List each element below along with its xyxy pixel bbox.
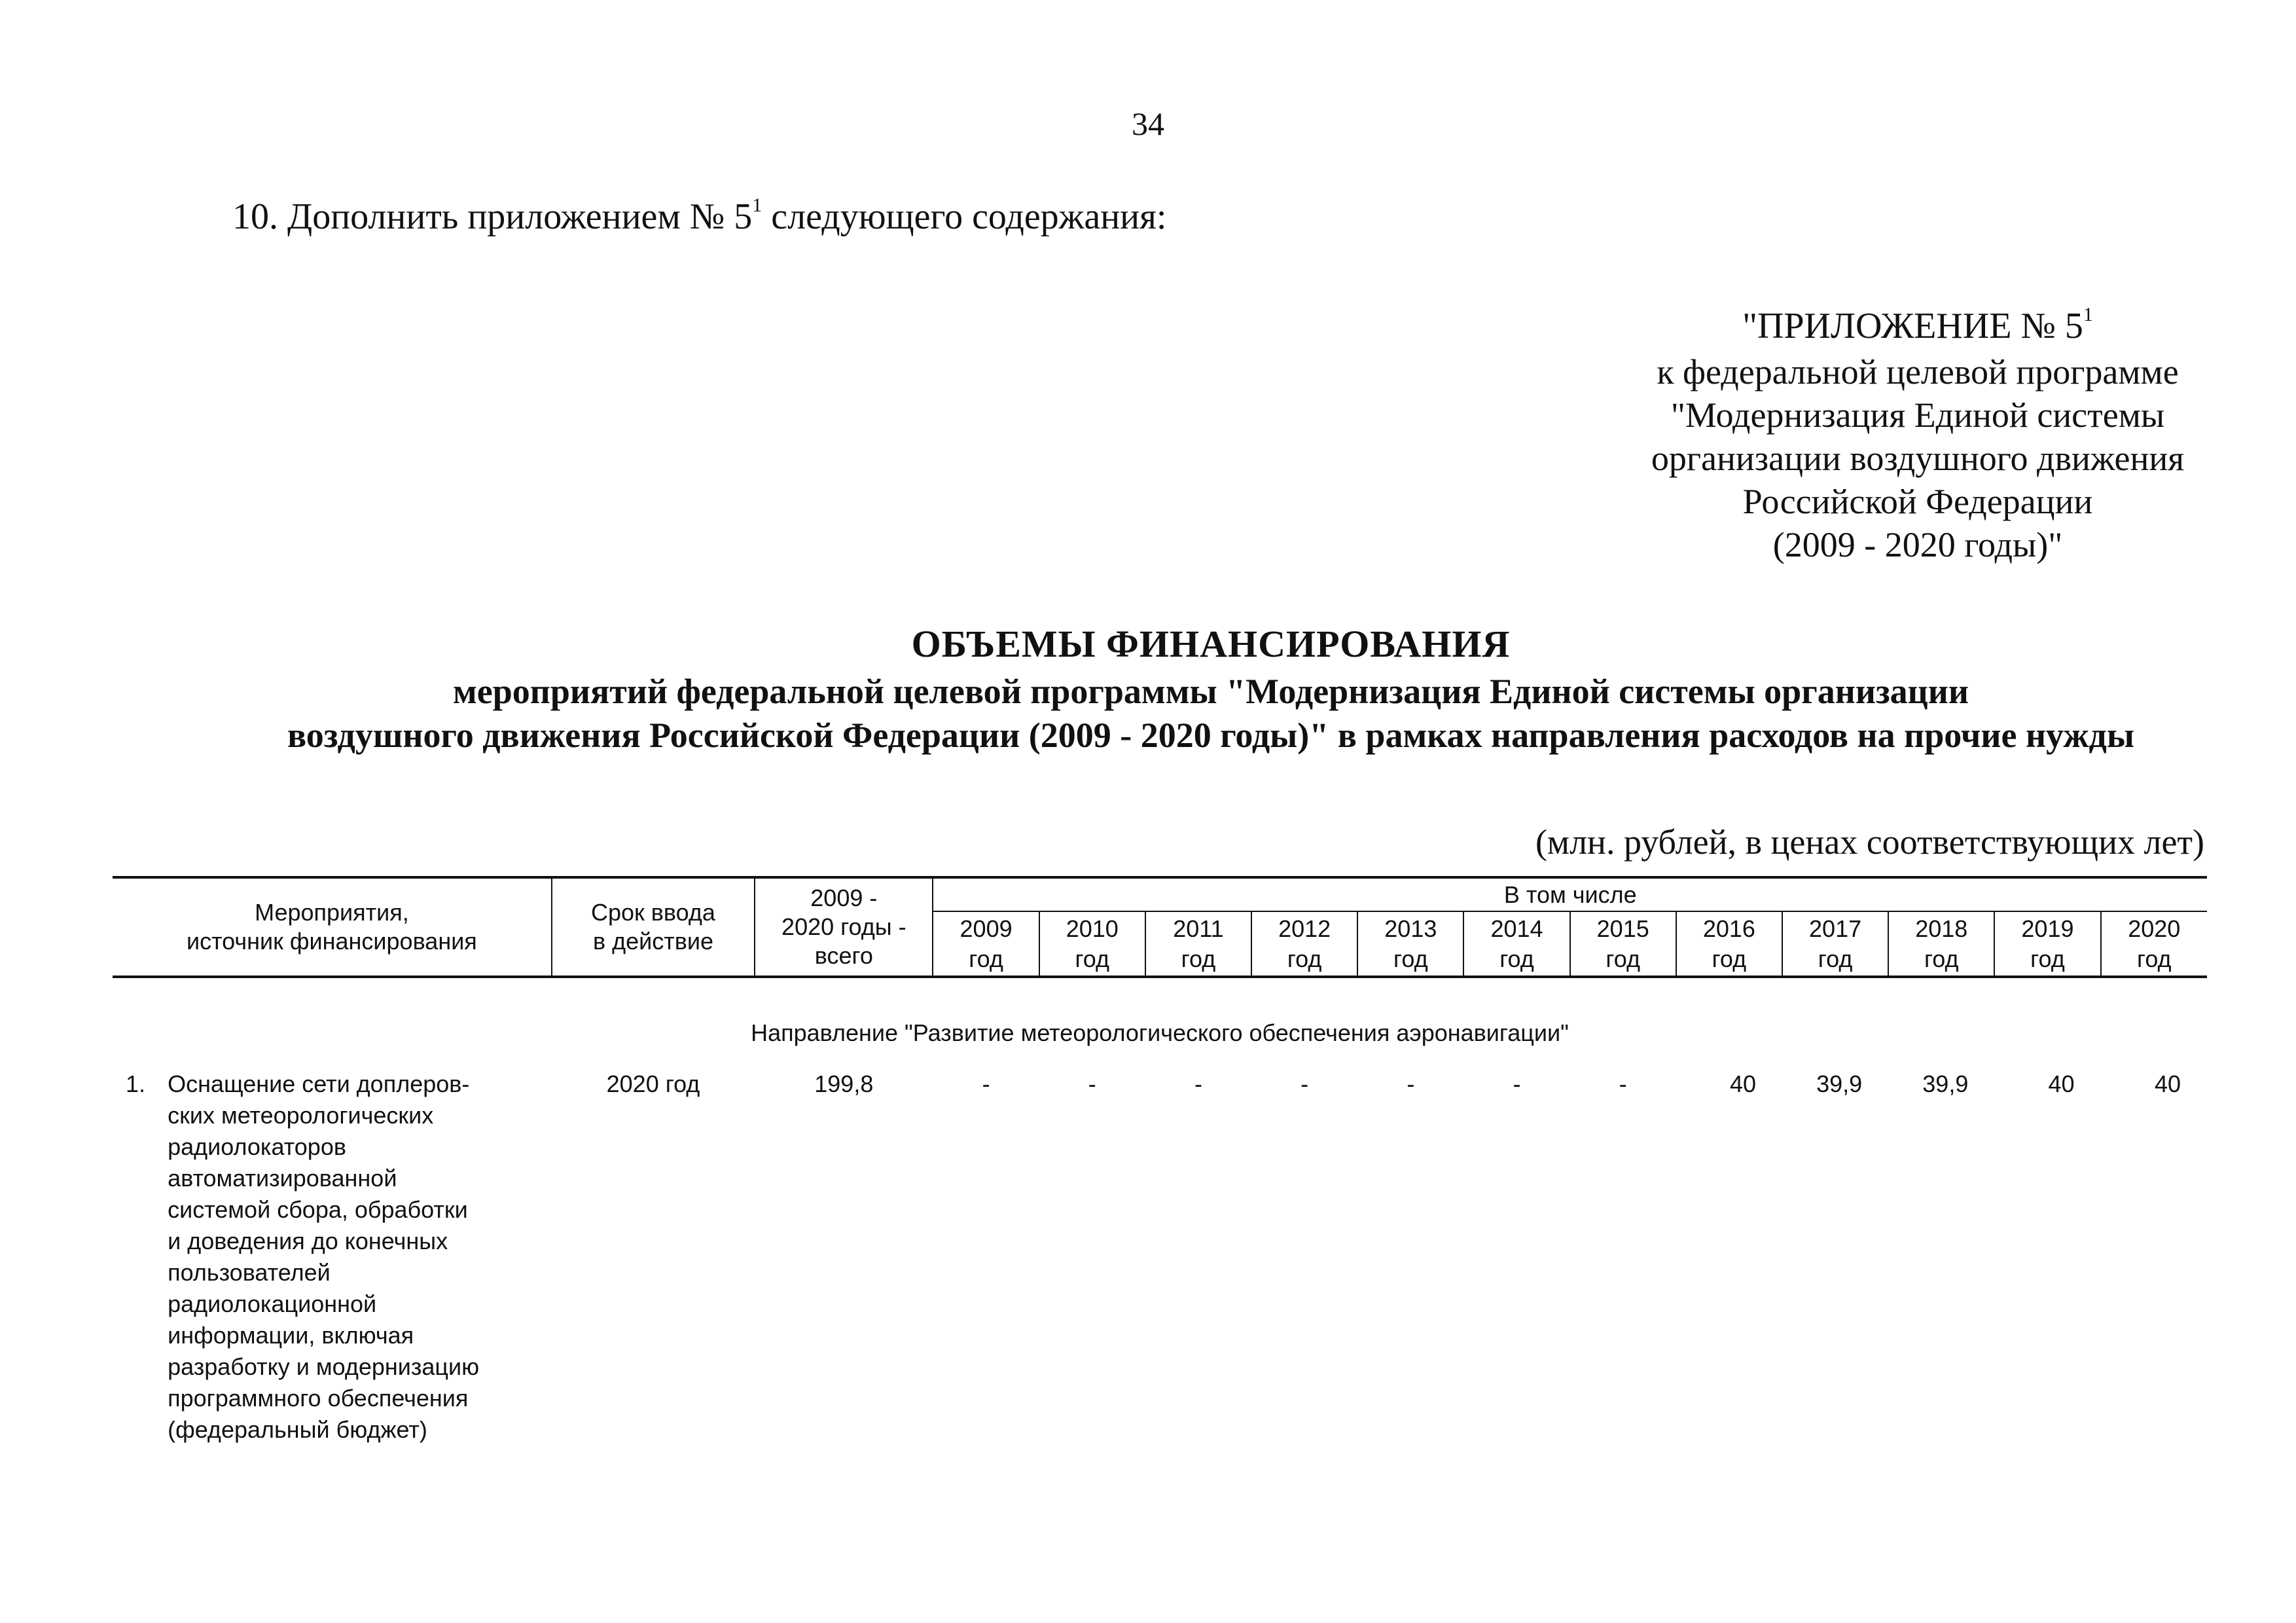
direction-label: Направление "Развитие метеорологического обеспечения аэронавигации"	[751, 1019, 1569, 1046]
value-2020: 40	[2154, 1070, 2181, 1097]
value-2011: -	[1194, 1070, 1202, 1097]
year-suffix: год	[1818, 945, 1853, 972]
year-label: 2013	[1384, 915, 1437, 942]
header-year-2014	[1463, 911, 1570, 977]
header-year-2009	[933, 911, 1039, 977]
annex-title-superscript: 1	[2083, 304, 2093, 325]
year-label: 2010	[1066, 915, 1119, 942]
annex-title	[1590, 293, 2245, 348]
year-suffix: год	[1924, 945, 1959, 972]
intro-paragraph	[232, 194, 1166, 238]
year-label: 2018	[1915, 915, 1968, 942]
value-2018: 39,9	[1922, 1070, 1969, 1097]
value-2012: -	[1300, 1070, 1309, 1097]
header-events-line-2: источник финансирования	[186, 928, 477, 955]
header-deadline	[552, 877, 755, 977]
header-year-2013	[1357, 911, 1463, 977]
row-deadline: 2020 год	[606, 1070, 700, 1097]
financing-table	[113, 876, 2207, 1446]
year-label: 2020	[2128, 915, 2181, 942]
annex-title-text: "ПРИЛОЖЕНИЕ № 5	[1742, 306, 2083, 346]
year-suffix: год	[1181, 945, 1216, 972]
header-including: В том числе	[933, 877, 2207, 911]
units-note: (млн. рублей, в ценах соответствующих лет)	[1535, 822, 2204, 862]
annex-block	[1590, 293, 2245, 566]
intro-text: 10. Дополнить приложением № 5	[232, 196, 753, 237]
header-total-line-1: 2009 -	[810, 884, 878, 911]
value-2014: -	[1513, 1070, 1521, 1097]
year-suffix: год	[2030, 945, 2065, 972]
annex-line: организации воздушного движения	[1651, 439, 2185, 478]
page-number: 34	[1132, 105, 1164, 142]
header-total	[755, 877, 933, 977]
annex-line: Российской Федерации	[1742, 482, 2093, 521]
header-year-2011	[1145, 911, 1251, 977]
row-number: 1.	[126, 1070, 146, 1097]
event-line: автоматизированной	[168, 1165, 397, 1192]
event-line: и доведения до конечных	[168, 1228, 448, 1254]
header-events	[113, 877, 552, 977]
year-suffix: год	[1287, 945, 1322, 972]
value-2015: -	[1619, 1070, 1627, 1097]
event-line: программного обеспечения	[168, 1385, 469, 1412]
event-line: информации, включая	[168, 1322, 414, 1349]
event-line: ских метеорологических	[168, 1102, 434, 1129]
year-suffix: год	[1075, 945, 1110, 972]
document-subheading-line-1: мероприятий федеральной целевой программы "Модернизация Единой системы организации	[452, 672, 1969, 711]
year-suffix: год	[1605, 945, 1640, 972]
intro-superscript: 1	[752, 194, 762, 216]
year-suffix: год	[1712, 945, 1747, 972]
annex-line: к федеральной целевой программе	[1657, 352, 2179, 392]
year-label: 2016	[1702, 915, 1755, 942]
header-year-2020	[2101, 911, 2207, 977]
year-label: 2011	[1173, 915, 1224, 942]
year-suffix: год	[1393, 945, 1428, 972]
event-line: разработку и модернизацию	[168, 1353, 480, 1380]
header-total-line-2: 2020 годы -	[781, 913, 906, 940]
year-suffix: год	[969, 945, 1003, 972]
header-year-2012	[1251, 911, 1357, 977]
header-year-2019	[1994, 911, 2100, 977]
intro-tail: следующего содержания:	[762, 196, 1167, 237]
header-deadline-line-1: Срок ввода	[591, 899, 715, 926]
year-label: 2012	[1278, 915, 1331, 942]
document-heading: ОБЪЕМЫ ФИНАНСИРОВАНИЯ	[911, 623, 1511, 665]
header-total-line-3: всего	[814, 942, 873, 969]
value-2013: -	[1407, 1070, 1415, 1097]
year-label: 2017	[1809, 915, 1862, 942]
annex-line: (2009 - 2020 годы)"	[1772, 525, 2063, 564]
header-year-2017	[1782, 911, 1888, 977]
value-2009: -	[982, 1070, 990, 1097]
row-event	[168, 1068, 552, 1446]
year-label: 2015	[1596, 915, 1649, 942]
header-year-2016	[1676, 911, 1782, 977]
event-line: (федеральный бюджет)	[168, 1416, 427, 1443]
value-2017: 39,9	[1816, 1070, 1863, 1097]
header-year-2010	[1039, 911, 1145, 977]
financing-table-container	[113, 876, 2207, 1446]
header-deadline-line-2: в действие	[592, 928, 713, 955]
year-suffix: год	[1499, 945, 1534, 972]
value-2016: 40	[1729, 1070, 1756, 1097]
header-year-2015	[1570, 911, 1676, 977]
year-label: 2009	[960, 915, 1013, 942]
year-label: 2014	[1490, 915, 1543, 942]
value-2010: -	[1088, 1070, 1096, 1097]
row-total: 199,8	[814, 1070, 874, 1097]
event-line: системой сбора, обработки	[168, 1196, 468, 1223]
table-row	[113, 1068, 2207, 1446]
event-line: радиолокационной	[168, 1290, 377, 1317]
header-year-2018	[1888, 911, 1994, 977]
event-line: Оснащение сети доплеров-	[168, 1070, 470, 1097]
event-line: пользователей	[168, 1259, 331, 1286]
annex-line: "Модернизация Единой системы	[1670, 395, 2165, 435]
year-label: 2019	[2021, 915, 2074, 942]
value-2019: 40	[2048, 1070, 2075, 1097]
event-line: радиолокаторов	[168, 1133, 346, 1160]
year-suffix: год	[2136, 945, 2172, 972]
header-events-line-1: Мероприятия,	[255, 899, 409, 926]
document-subheading-line-2: воздушного движения Российской Федерации (2009 - 2020 годы)" в рамках направления расходов на прочие нужды	[287, 716, 2134, 755]
